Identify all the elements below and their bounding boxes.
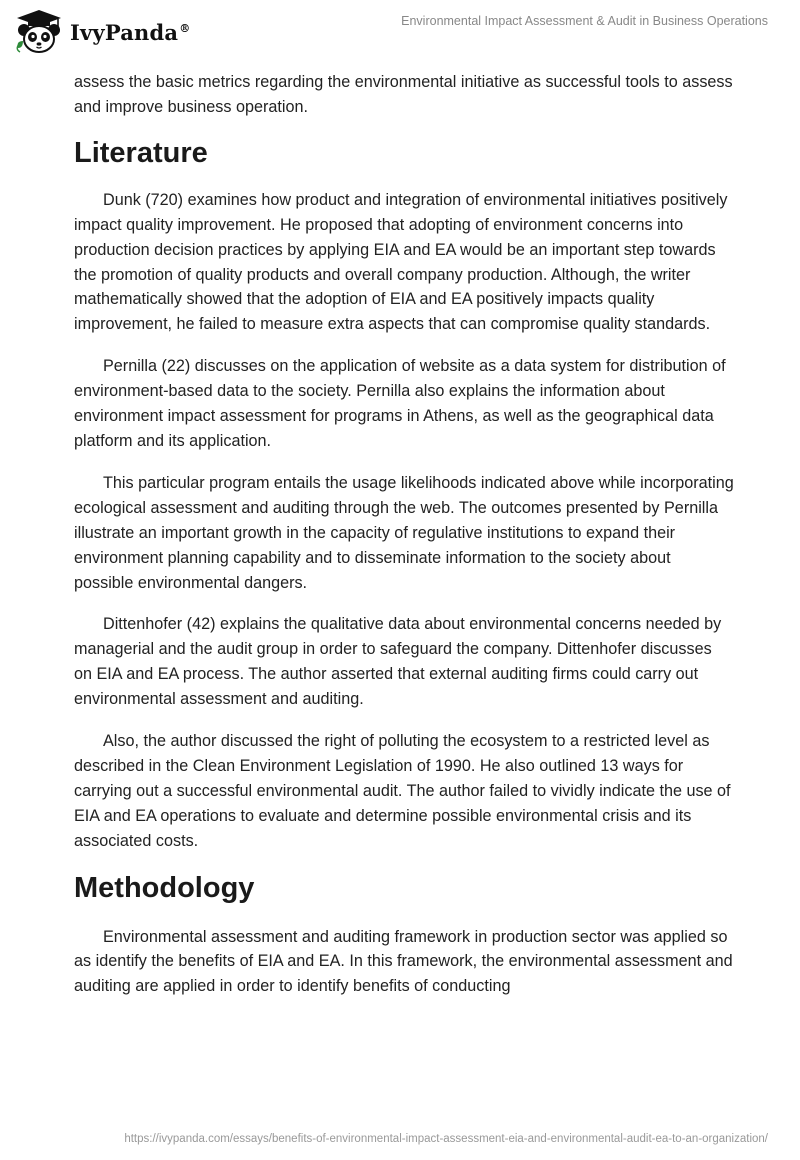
source-url[interactable]: https://ivypanda.com/essays/benefits-of-environmental-impact-assessment-eia-and-environmental-audit-ea-to-an-organization/	[124, 1133, 768, 1145]
methodology-heading: Methodology	[74, 871, 255, 904]
registered-mark: ®	[179, 21, 191, 35]
literature-paragraph: This particular program entails the usage likelihoods indicated above while incorporating ecological assessment and auditing through the web. The outcomes presented by Pernilla illustrate an important growth in the capacity of regulative institutions to expand their environment planning capability and to disseminate information to the society about possible environmental dangers.	[74, 473, 734, 592]
literature-paragraph: Dunk (720) examines how product and integration of environmental initiatives positively impact quality improvement. He proposed that adopting of environment concerns into production decision practices by applying EIA and EA would be an important step towards the promotion of quality products and overall company production. Although, the writer mathematically showed that the adoption of EIA and EA positively impacts quality improvement, he failed to measure extra aspects that can compromise quality standards.	[74, 190, 728, 334]
document-title: Environmental Impact Assessment & Audit in Business Operations	[401, 14, 768, 28]
essay-body	[74, 70, 734, 999]
lead-paragraph: assess the basic metrics regarding the environmental initiative as successful tools to assess and improve business operation.	[74, 73, 733, 116]
ivypanda-logo[interactable]	[14, 8, 190, 56]
methodology-paragraph: Environmental assessment and auditing framework in production sector was applied so as identify the benefits of EIA and EA. In this framework, the environmental assessment and auditing are applied in order to identify benefits of conducting	[74, 927, 733, 996]
page-header	[0, 0, 800, 70]
brand-name: IvyPanda®	[70, 19, 191, 45]
literature-paragraph: Pernilla (22) discusses on the application of website as a data system for distribution of environment-based data to the society. Pernilla also explains the information about environment impact assessment for programs in Athens, as well as the geographical data platform and its application.	[74, 357, 726, 450]
literature-paragraph: Dittenhofer (42) explains the qualitative data about environmental concerns needed by managerial and the audit group in order to safeguard the company. Dittenhofer discusses on EIA and EA process. The author asserted that external auditing firms could carry out environmental assessment and auditing.	[74, 615, 722, 709]
panda-graduate-icon	[14, 8, 64, 56]
literature-paragraph: Also, the author discussed the right of polluting the ecosystem to a restricted level as described in the Clean Environment Legislation of 1990. He also outlined 13 ways for carrying out a successful environmental audit. The author failed to vividly indicate the use of EIA and EA operations to evaluate and determine possible environmental crisis and its associated costs.	[74, 732, 731, 850]
literature-heading: Literature	[74, 136, 208, 169]
